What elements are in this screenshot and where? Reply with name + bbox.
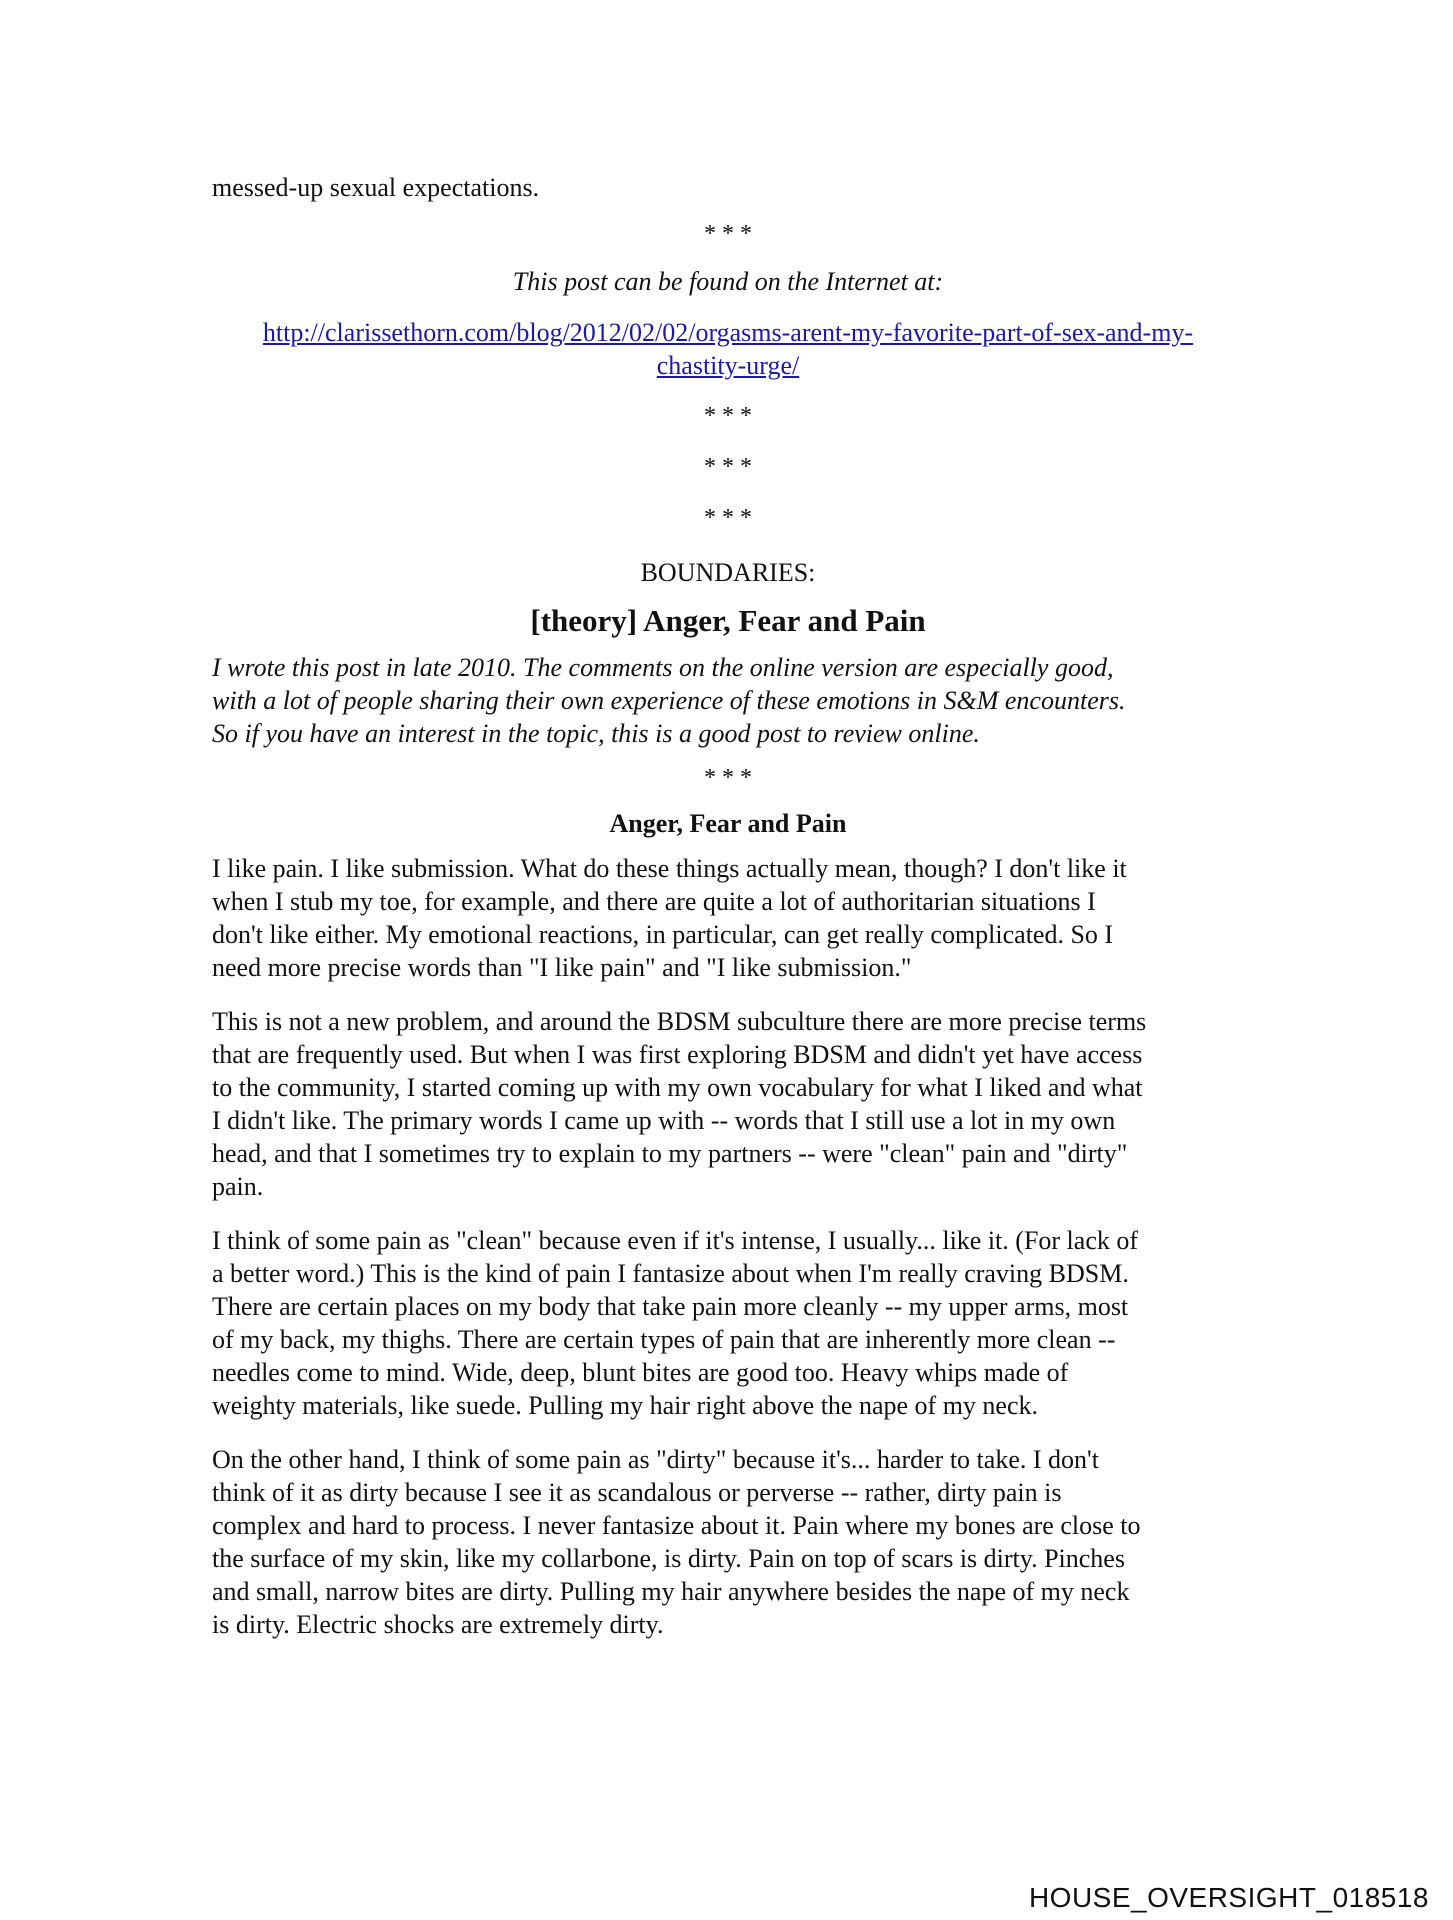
paragraph-line: is dirty. Electric shocks are extremely dirty. — [212, 1610, 664, 1639]
separator-1: * * * — [704, 221, 752, 247]
separator-5: * * * — [704, 765, 752, 791]
paragraph-line: I like pain. I like submission. What do these things actually mean, though? I don't like it — [212, 854, 1127, 883]
paragraph-line: need more precise words than "I like pain" and "I like submission." — [212, 953, 912, 982]
paragraph-line: pain. — [212, 1172, 264, 1201]
paragraph-line: to the community, I started coming up with my own vocabulary for what I liked and what — [212, 1073, 1143, 1102]
separator-4: * * * — [704, 505, 752, 531]
post-subtitle: Anger, Fear and Pain — [609, 809, 847, 838]
paragraph-line: think of it as dirty because I see it as scandalous or perverse -- rather, dirty pain is — [212, 1478, 1062, 1507]
intro-line-2: with a lot of people sharing their own experience of these emotions in S&M encounters. — [212, 686, 1126, 715]
source-url-line-2[interactable]: chastity-urge/ — [656, 351, 800, 380]
paragraph-line: On the other hand, I think of some pain as "dirty" because it's... harder to take. I don't — [212, 1445, 1099, 1474]
paragraph-line: I think of some pain as "clean" because even if it's intense, I usually... like it. (For lack of — [212, 1226, 1139, 1255]
paragraph-line: weighty materials, like suede. Pulling my hair right above the nape of my neck. — [212, 1391, 1039, 1420]
paragraph-line: needles come to mind. Wide, deep, blunt bites are good too. Heavy whips made of — [212, 1358, 1069, 1387]
paragraph-line: a better word.) This is the kind of pain I fantasize about when I'm really craving BDSM. — [212, 1259, 1129, 1288]
source-url-line-1[interactable]: http://clarissethorn.com/blog/2012/02/02/orgasms-arent-my-favorite-part-of-sex-and-my- — [262, 318, 1194, 347]
found-at-label: This post can be found on the Internet at: — [512, 267, 944, 296]
paragraph-3 — [212, 1224, 1244, 1422]
separator-3: * * * — [704, 454, 752, 480]
paragraph-1 — [212, 852, 1244, 984]
top-fragment: messed-up sexual expectations. — [212, 173, 540, 202]
intro-line-3: So if you have an interest in the topic, this is a good post to review online. — [212, 719, 980, 748]
paragraph-4 — [212, 1443, 1244, 1641]
intro-note — [212, 651, 1244, 750]
section-label: BOUNDARIES: — [640, 558, 816, 587]
paragraph-line: There are certain places on my body that take pain more cleanly -- my upper arms, most — [212, 1292, 1129, 1321]
paragraph-line: I didn't like. The primary words I came up with -- words that I still use a lot in my own — [212, 1106, 1116, 1135]
source-url[interactable] — [212, 316, 1244, 382]
paragraph-line: don't like either. My emotional reactions, in particular, can get really complicated. So I — [212, 920, 1114, 949]
document-page — [212, 168, 1244, 1641]
paragraph-line: This is not a new problem, and around the BDSM subculture there are more precise terms — [212, 1007, 1147, 1036]
paragraph-line: complex and hard to process. I never fantasize about it. Pain where my bones are close to — [212, 1511, 1141, 1540]
paragraph-2 — [212, 1005, 1244, 1203]
post-title: [theory] Anger, Fear and Pain — [530, 603, 926, 638]
paragraph-line: and small, narrow bites are dirty. Pulling my hair anywhere besides the nape of my neck — [212, 1577, 1130, 1606]
separator-2: * * * — [704, 403, 752, 429]
paragraph-line: head, and that I sometimes try to explain to my partners -- were "clean" pain and "dirty" — [212, 1139, 1128, 1168]
bates-stamp: HOUSE_OVERSIGHT_018518 — [1028, 1882, 1429, 1913]
paragraph-line: when I stub my toe, for example, and there are quite a lot of authoritarian situations I — [212, 887, 1096, 916]
intro-line-1: I wrote this post in late 2010. The comments on the online version are especially good, — [212, 653, 1114, 682]
paragraph-line: that are frequently used. But when I was first exploring BDSM and didn't yet have access — [212, 1040, 1143, 1069]
paragraph-line: of my back, my thighs. There are certain types of pain that are inherently more clean -- — [212, 1325, 1116, 1354]
paragraph-line: the surface of my skin, like my collarbone, is dirty. Pain on top of scars is dirty. Pinches — [212, 1544, 1125, 1573]
